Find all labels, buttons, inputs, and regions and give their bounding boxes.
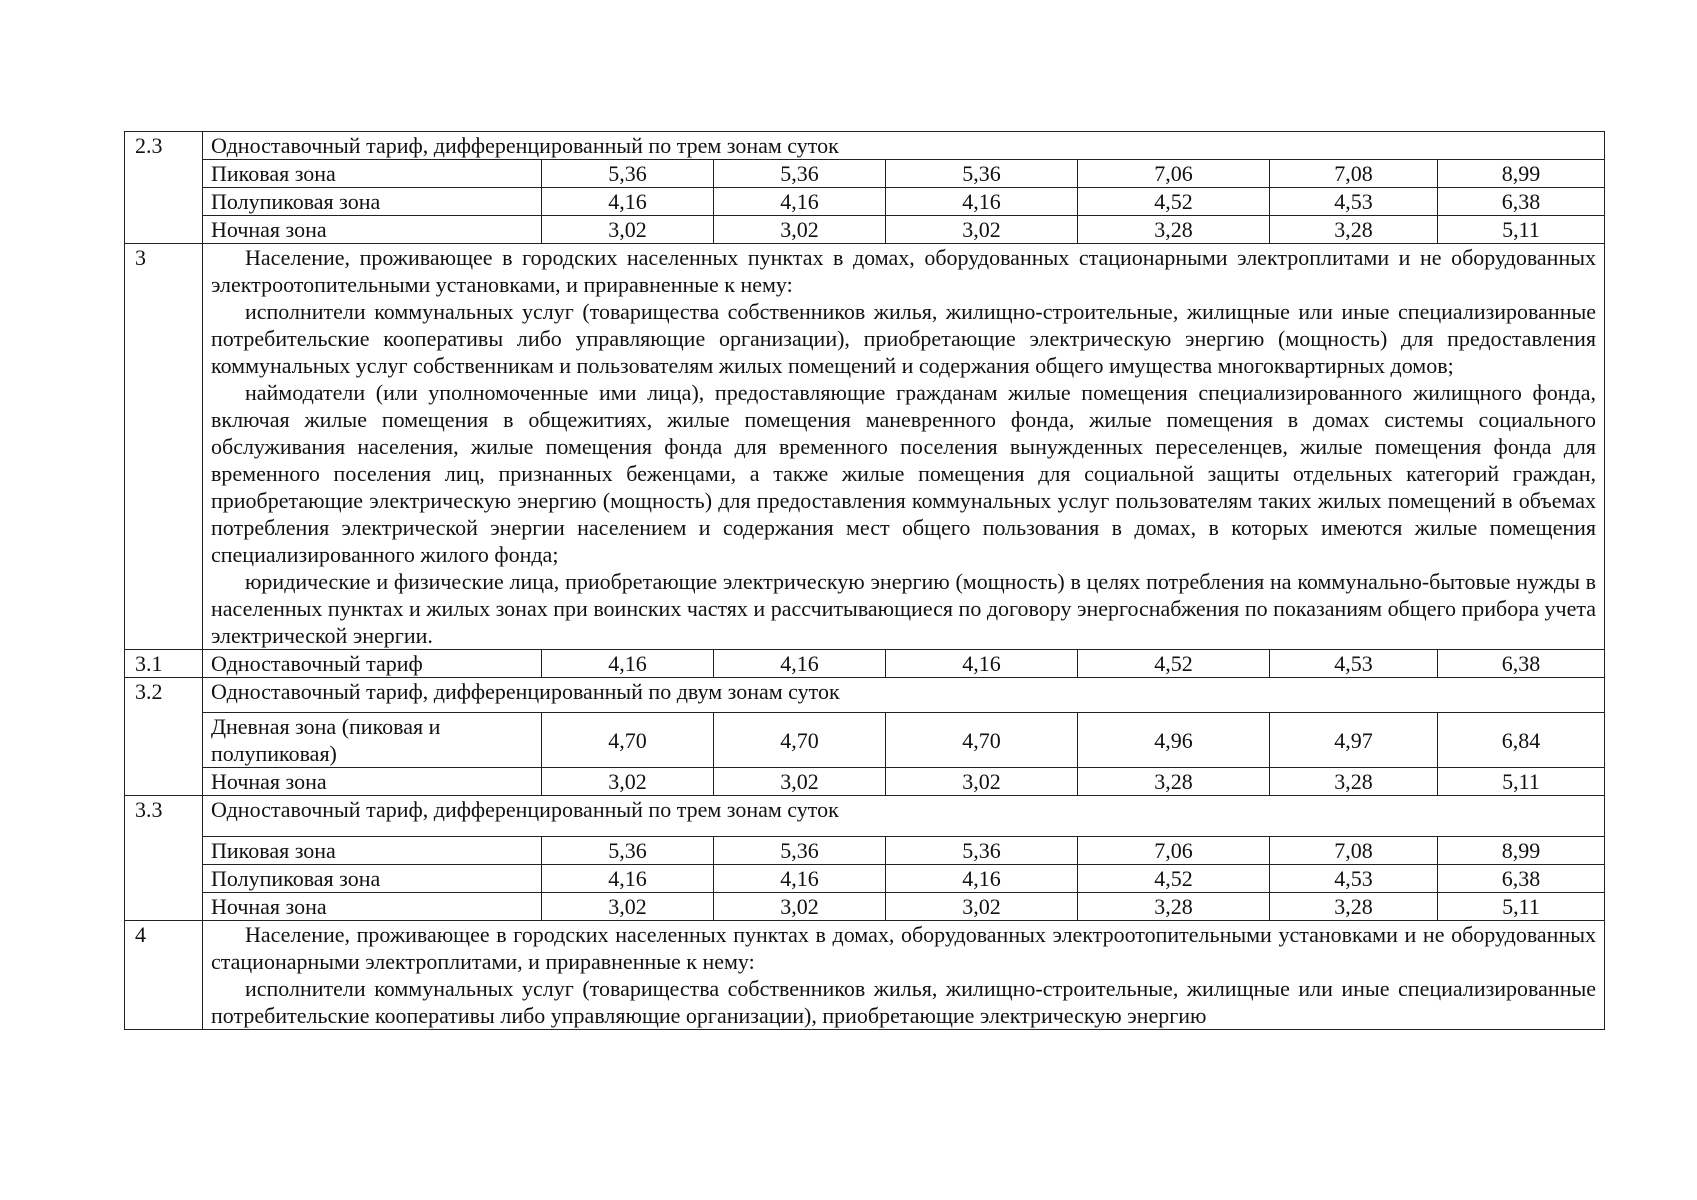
- tariff-table: [124, 131, 1605, 1030]
- zone-label: Ночная зона: [203, 893, 542, 921]
- tariff-value: 3,02: [714, 893, 886, 921]
- tariff-label: Одноставочный тариф: [203, 650, 542, 678]
- tariff-value: 3,02: [542, 893, 714, 921]
- zone-label: Пиковая зона: [203, 837, 542, 865]
- tariff-value: 6,84: [1438, 713, 1605, 768]
- tariff-value: 4,16: [542, 188, 714, 216]
- tariff-value: 3,28: [1078, 893, 1270, 921]
- paragraph: исполнители коммунальных услуг (товарищества собственников жилья, жилищно-строительные, жилищные или иные специализированные потребительские кооперативы либо управляющие организации), приобретающие электрическую энергию (мощность) для предоставления коммунальных услуг собственникам и пользователям жилых помещений и содержания общего имущества многоквартирных домов;: [211, 299, 1597, 378]
- tariff-value: 5,36: [886, 837, 1078, 865]
- table-row: [125, 893, 1605, 921]
- row-number: 4: [125, 921, 203, 1030]
- row-number: 3: [125, 244, 203, 650]
- paragraph: юридические и физические лица, приобретающие электрическую энергию (мощность) в целях потребления на коммунально-бытовые нужды в населенных пунктах и жилых зонах при воинских частях и рассчитывающиеся по договору энергоснабжения по показаниям общего прибора учета электрической энергии.: [211, 569, 1597, 648]
- table-row: [125, 216, 1605, 244]
- tariff-value: 4,70: [886, 713, 1078, 768]
- tariff-title: Одноставочный тариф, дифференцированный по двум зонам суток: [203, 678, 1605, 713]
- tariff-value: 4,16: [714, 865, 886, 893]
- tariff-value: 3,02: [886, 893, 1078, 921]
- tariff-value: 5,36: [542, 837, 714, 865]
- tariff-value: 8,99: [1438, 837, 1605, 865]
- tariff-value: 4,16: [886, 865, 1078, 893]
- tariff-value: 7,08: [1270, 837, 1438, 865]
- tariff-value: 3,02: [886, 768, 1078, 796]
- tariff-value: 4,52: [1078, 650, 1270, 678]
- tariff-value: 4,96: [1078, 713, 1270, 768]
- paragraph: наймодатели (или уполномоченные ими лица), предоставляющие гражданам жилые помещения специализированного жилищного фонда, включая жилые помещения в общежитиях, жилые помещения маневренного фонда, жилые помещения в домах системы социального обслуживания населения, жилые помещения фонда для временного поселения вынужденных переселенцев, жилые помещения фонда для временного поселения лиц, признанных беженцами, а также жилые помещения для социальной защиты отдельных категорий граждан, приобретающие электрическую энергию (мощность) для предоставления коммунальных услуг пользователям таких жилых помещений в объемах потребления электрической энергии населением и содержания мест общего пользования в домах, в которых имеются жилые помещения специализированного жилого фонда;: [211, 380, 1597, 567]
- tariff-value: 5,36: [886, 160, 1078, 188]
- table-row: [125, 837, 1605, 865]
- tariff-value: 3,02: [714, 768, 886, 796]
- tariff-value: 4,16: [886, 650, 1078, 678]
- paragraph: исполнители коммунальных услуг (товарищества собственников жилья, жилищно-строительные, жилищные или иные специализированные потребительские кооперативы либо управляющие организации), приобретающие электрическую энергию: [211, 976, 1597, 1028]
- zone-label: Полупиковая зона: [203, 865, 542, 893]
- tariff-value: 7,06: [1078, 837, 1270, 865]
- tariff-value: 4,16: [714, 650, 886, 678]
- tariff-value: 4,16: [714, 188, 886, 216]
- table-row: [125, 188, 1605, 216]
- tariff-value: 4,53: [1270, 188, 1438, 216]
- zone-label: Полупиковая зона: [203, 188, 542, 216]
- tariff-value: 7,08: [1270, 160, 1438, 188]
- table-row: [125, 160, 1605, 188]
- row-number: 2.3: [125, 132, 203, 244]
- tariff-value: 8,99: [1438, 160, 1605, 188]
- tariff-value: 3,28: [1270, 768, 1438, 796]
- tariff-value: 6,38: [1438, 865, 1605, 893]
- tariff-value: 3,28: [1270, 893, 1438, 921]
- table-row: [125, 713, 1605, 768]
- consumer-group-description: [203, 244, 1605, 650]
- tariff-value: 6,38: [1438, 188, 1605, 216]
- tariff-value: 4,16: [542, 865, 714, 893]
- tariff-value: 5,11: [1438, 216, 1605, 244]
- tariff-value: 4,53: [1270, 650, 1438, 678]
- tariff-value: 4,70: [714, 713, 886, 768]
- tariff-value: 7,06: [1078, 160, 1270, 188]
- tariff-value: 5,36: [714, 837, 886, 865]
- tariff-value: 5,36: [542, 160, 714, 188]
- tariff-value: 4,53: [1270, 865, 1438, 893]
- tariff-value: 3,28: [1270, 216, 1438, 244]
- tariff-value: 6,38: [1438, 650, 1605, 678]
- paragraph: Население, проживающее в городских населенных пунктах в домах, оборудованных электроотопительными установками и не оборудованных стационарными электроплитами, и приравненные к нему:: [211, 922, 1597, 974]
- zone-label: Ночная зона: [203, 216, 542, 244]
- tariff-value: 4,52: [1078, 188, 1270, 216]
- tariff-value: 5,36: [714, 160, 886, 188]
- table-row: [125, 650, 1605, 678]
- paragraph: Население, проживающее в городских населенных пунктах в домах, оборудованных стационарными электроплитами и не оборудованных электроотопительными установками, и приравненные к нему:: [211, 245, 1597, 297]
- tariff-value: 4,16: [886, 188, 1078, 216]
- tariff-value: 3,28: [1078, 216, 1270, 244]
- table-row: [125, 865, 1605, 893]
- tariff-title: Одноставочный тариф, дифференцированный по трем зонам суток: [203, 132, 1605, 160]
- table-row: [125, 768, 1605, 796]
- tariff-value: 3,02: [886, 216, 1078, 244]
- tariff-value: 3,02: [542, 768, 714, 796]
- tariff-value: 4,16: [542, 650, 714, 678]
- tariff-value: 3,02: [714, 216, 886, 244]
- tariff-value: 4,97: [1270, 713, 1438, 768]
- tariff-table-page: [124, 131, 1604, 1030]
- tariff-value: 4,70: [542, 713, 714, 768]
- tariff-title: Одноставочный тариф, дифференцированный по трем зонам суток: [203, 796, 1605, 837]
- tariff-value: 5,11: [1438, 893, 1605, 921]
- tariff-value: 4,52: [1078, 865, 1270, 893]
- row-number: 3.3: [125, 796, 203, 921]
- zone-label: Пиковая зона: [203, 160, 542, 188]
- tariff-value: 5,11: [1438, 768, 1605, 796]
- zone-label: Ночная зона: [203, 768, 542, 796]
- row-number: 3.2: [125, 678, 203, 796]
- zone-label: Дневная зона (пиковая и полупиковая): [203, 713, 542, 768]
- consumer-group-description: [203, 921, 1605, 1030]
- row-number: 3.1: [125, 650, 203, 678]
- tariff-value: 3,28: [1078, 768, 1270, 796]
- tariff-value: 3,02: [542, 216, 714, 244]
